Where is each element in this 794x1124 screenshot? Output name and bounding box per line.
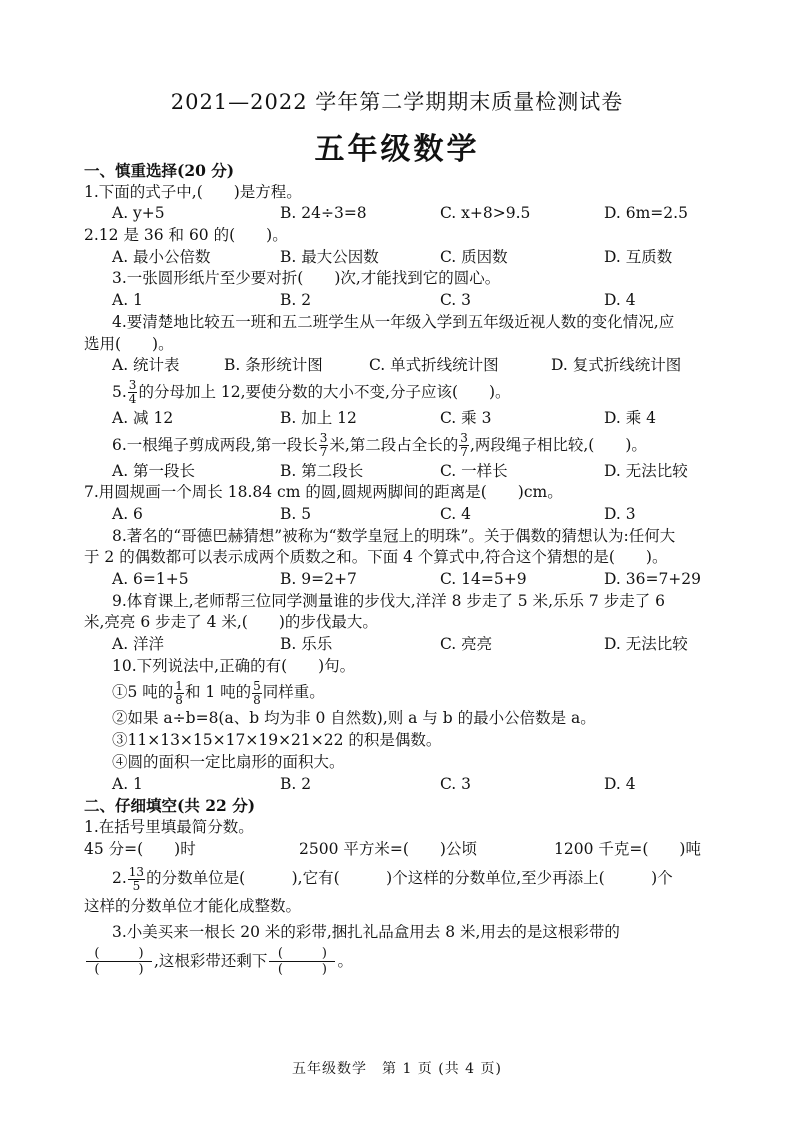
option-a: A. 统计表 — [112, 356, 180, 375]
question-stem: 4.要清楚地比较五一班和五二班学生从一年级入学到五年级近视人数的变化情况,应 — [112, 312, 675, 331]
option-d: D. 复式折线统计图 — [551, 356, 682, 375]
question-stem-cont: 选用( )。 — [84, 334, 174, 353]
blank-numerator: ( ) — [86, 946, 152, 962]
options-row — [84, 774, 734, 796]
question-stem: 7.用圆规画一个周长 18.84 cm 的圆,圆规两脚间的距离是( )cm。 — [84, 483, 563, 502]
option-b: B. 2 — [280, 774, 312, 793]
options-row — [84, 504, 734, 526]
numerator: 3 — [460, 431, 468, 446]
option-b: B. 条形统计图 — [224, 356, 323, 375]
options-row — [84, 203, 734, 225]
question-stem: 3.小美买来一根长 20 米的彩带,捆扎礼品盒用去 8 米,用去的是这根彩带的 — [112, 922, 620, 941]
question-stem-cont: 于 2 的偶数都可以表示成两个质数之和。下面 4 个算式中,符合这个猜想的是( )。 — [84, 548, 668, 567]
fraction — [128, 866, 145, 893]
option-d: D. 4 — [604, 291, 636, 310]
statement-4: ④圆的面积一定比扇形的面积大。 — [112, 752, 345, 771]
fraction — [459, 432, 469, 459]
option-d: D. 36=7+29 — [604, 570, 702, 588]
statement-1 — [84, 677, 734, 708]
fraction — [319, 432, 329, 459]
question-stem: 1.下面的式子中,( )是方程。 — [84, 182, 302, 201]
q6-post: ,两段绳子相比较,( )。 — [469, 435, 647, 454]
option-c: C. 单式折线统计图 — [369, 356, 499, 375]
option-c: C. 质因数 — [440, 247, 508, 266]
option-a: A. 1 — [112, 291, 143, 310]
question-stem — [84, 860, 734, 896]
option-c: C. 乘 3 — [440, 408, 492, 427]
option-a: A. 洋洋 — [112, 635, 165, 654]
question-stem: 2.12 是 36 和 60 的( )。 — [84, 226, 288, 245]
numerator: 1 — [175, 678, 183, 693]
option-c: C. 14=5+9 — [440, 570, 527, 588]
section-heading: 一、慎重选择(20 分) — [84, 161, 235, 180]
denominator: 4 — [128, 392, 137, 407]
denominator: 7 — [319, 445, 328, 460]
q6-pre: 6.一根绳子剪成两段,第一段长 — [112, 435, 318, 454]
option-b: B. 最大公因数 — [280, 247, 379, 266]
numerator: 3 — [128, 378, 137, 393]
question-stem — [84, 377, 734, 408]
option-a: A. 6 — [112, 504, 143, 523]
f2-post: 的分数单位是( ),它有( )个这样的分数单位,至少再添上( )个 — [146, 869, 673, 888]
option-b: B. 9=2+7 — [280, 570, 357, 588]
page-footer: 五年级数学 第 1 页 (共 4 页) — [292, 1061, 502, 1077]
question-stem: 9.体育课上,老师帮三位同学测量谁的步伐大,洋洋 8 步走了 5 米,乐乐 7 步走了 6 — [112, 591, 666, 610]
options-row — [84, 408, 734, 430]
f3-mid: ,这根彩带还剩下 — [154, 951, 268, 970]
statement-3: ③11×13×15×17×19×21×22 的积是偶数。 — [112, 731, 442, 750]
question-stem: 10.下列说法中,正确的有( )句。 — [112, 656, 356, 675]
question-stem: 8.著名的“哥德巴赫猜想”被称为“数学皇冠上的明珠”。关于偶数的猜想认为:任何大 — [112, 526, 676, 545]
q5-post: 的分母加上 12,要使分数的大小不变,分子应该( )。 — [138, 382, 511, 401]
question-stem-cont: 这样的分数单位才能化成整数。 — [84, 897, 302, 916]
question-stem-cont — [84, 944, 734, 978]
option-b: B. 2 — [280, 291, 312, 310]
option-d: D. 3 — [604, 504, 636, 523]
exam-content — [84, 160, 734, 978]
blank-denominator: ( ) — [277, 962, 328, 978]
fill-item-1: 45 分=( )时 — [84, 839, 196, 858]
denominator: 8 — [175, 692, 183, 707]
option-d: D. 4 — [604, 774, 636, 793]
blank-fraction — [269, 946, 335, 977]
option-b: B. 第二段长 — [280, 461, 364, 480]
option-a: A. 6=1+5 — [112, 570, 189, 588]
question-stem: 3.一张圆形纸片至少要对折( )次,才能找到它的圆心。 — [112, 269, 501, 288]
s1-pre: ①5 吨的 — [112, 683, 174, 702]
option-b: B. 加上 12 — [280, 408, 357, 427]
option-c: C. 一样长 — [440, 461, 508, 480]
numerator: 5 — [253, 678, 261, 693]
option-a: A. 减 12 — [112, 408, 174, 427]
denominator: 8 — [253, 692, 261, 707]
blank-numerator: ( ) — [269, 946, 335, 962]
denominator: 7 — [460, 445, 468, 460]
exam-subtitle: 五年级数学 — [314, 132, 480, 167]
fraction — [128, 379, 138, 406]
question-stem-cont: 米,亮亮 6 步走了 4 米,( )的步伐最大。 — [84, 613, 378, 632]
option-c: C. x+8>9.5 — [440, 204, 531, 223]
question-stem: 1.在括号里填最简分数。 — [84, 817, 254, 836]
blank-fraction — [86, 946, 152, 977]
option-c: C. 4 — [440, 504, 472, 523]
section-heading: 二、仔细填空(共 22 分) — [84, 796, 256, 816]
option-d: D. 互质数 — [604, 247, 673, 266]
fill-row — [84, 839, 734, 861]
f3-end: 。 — [337, 951, 353, 970]
f2-pre: 2. — [112, 869, 127, 888]
option-c: C. 亮亮 — [440, 635, 493, 654]
option-c: C. 3 — [440, 774, 472, 793]
blank-denominator: ( ) — [94, 962, 144, 978]
option-a: A. 1 — [112, 774, 143, 793]
option-d: D. 无法比较 — [604, 635, 688, 654]
option-a: A. 最小公倍数 — [112, 247, 211, 266]
s1-post: 同样重。 — [262, 683, 325, 702]
options-row — [84, 355, 734, 377]
option-c: C. 3 — [440, 291, 472, 310]
options-row — [84, 634, 734, 656]
question-stem — [84, 430, 734, 461]
denominator: 5 — [132, 878, 141, 893]
fill-item-3: 1200 千克=( )吨 — [554, 839, 701, 858]
q5-pre: 5. — [112, 382, 127, 401]
q6-mid: 米,第二段占全长的 — [329, 435, 459, 454]
fraction — [252, 680, 262, 707]
options-row — [84, 290, 734, 312]
fraction — [174, 680, 184, 707]
numerator: 13 — [128, 864, 145, 879]
options-row — [84, 569, 734, 591]
fill-item-2: 2500 平方米=( )公顷 — [299, 839, 477, 858]
s1-mid: 和 1 吨的 — [184, 683, 252, 702]
option-a: A. y+5 — [112, 204, 165, 223]
option-b: B. 24÷3=8 — [280, 204, 367, 223]
option-b: B. 乐乐 — [280, 635, 333, 654]
options-row — [84, 247, 734, 269]
option-b: B. 5 — [280, 504, 312, 523]
option-d: D. 6m=2.5 — [604, 204, 688, 223]
option-d: D. 乘 4 — [604, 408, 657, 427]
numerator: 3 — [319, 431, 328, 446]
option-d: D. 无法比较 — [604, 461, 688, 480]
exam-title: 2021—2022 学年第二学期期末质量检测试卷 — [170, 90, 624, 114]
options-row — [84, 461, 734, 483]
statement-2: ②如果 a÷b=8(a、b 均为非 0 自然数),则 a 与 b 的最小公倍数是 a。 — [112, 709, 596, 728]
option-a: A. 第一段长 — [112, 461, 196, 480]
